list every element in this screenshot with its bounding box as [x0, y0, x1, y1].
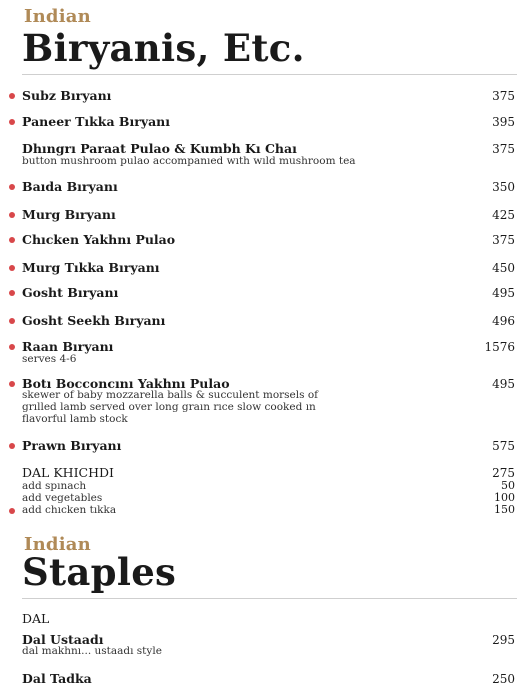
addon-price: 50	[501, 479, 515, 492]
addon-price: 100	[494, 491, 515, 504]
menu-item-name: Botı Bocconcını Yakhnı Pulao	[22, 376, 230, 391]
bullet-dot	[9, 212, 15, 218]
category-label: DAL	[22, 611, 50, 626]
bullet-dot	[9, 443, 15, 449]
menu-item-name: Raan Bıryanı	[22, 339, 114, 354]
menu-item-price: 375	[492, 142, 515, 156]
menu-item-name: Gosht Seekh Bıryanı	[22, 313, 166, 328]
menu-item-name: Subz Bıryanı	[22, 88, 112, 103]
menu-item-description: skewer of baby mozzarella balls & succulent morsels of	[22, 389, 319, 401]
menu-item-name: Gosht Bıryanı	[22, 285, 119, 300]
menu-item-name: Chıcken Yakhnı Pulao	[22, 232, 176, 247]
addon-label: add spınach	[22, 480, 87, 492]
menu-item-description: dal makhnı... ustaadı style	[22, 645, 162, 657]
menu-item-description: serves 4-6	[22, 353, 77, 365]
menu-item-name: Prawn Bıryanı	[22, 438, 122, 453]
menu-item-description: button mushroom pulao accompanıed wıth wıld mushroom tea	[22, 155, 356, 167]
addon-label: add chıcken tıkka	[22, 504, 117, 516]
menu-item-price: 295	[492, 633, 515, 647]
menu-item-price: 575	[492, 439, 515, 453]
menu-item-price: 275	[492, 466, 515, 480]
bullet-dot	[9, 237, 15, 243]
menu-item-name: Dal Ustaadı	[22, 632, 104, 647]
bullet-dot	[9, 381, 15, 387]
section-title: Staples	[22, 550, 177, 594]
menu-item-price: 425	[492, 208, 515, 222]
bullet-dot	[9, 265, 15, 271]
addon-label: add vegetables	[22, 492, 103, 504]
menu-item-price: 1576	[484, 340, 515, 354]
menu-item-price: 495	[492, 286, 515, 300]
bullet-dot	[9, 93, 15, 99]
addon-price: 150	[494, 503, 515, 516]
divider	[22, 74, 517, 75]
menu-item-description: flavorful lamb stock	[22, 413, 128, 425]
bullet-dot	[9, 290, 15, 296]
bullet-dot	[9, 184, 15, 190]
menu-item-name: Murg Bıryanı	[22, 207, 116, 222]
bullet-dot	[9, 508, 15, 514]
menu-item-name: Paneer Tıkka Bıryanı	[22, 114, 171, 129]
menu-item-name: Baıda Bıryanı	[22, 179, 118, 194]
bullet-dot	[9, 119, 15, 125]
menu-item-price: 450	[492, 261, 515, 275]
menu-item-price: 375	[492, 89, 515, 103]
menu-item-price: 350	[492, 180, 515, 194]
menu-item-name: Dhıngrı Paraat Pulao & Kumbh Kı Chaı	[22, 141, 297, 156]
menu-item-description: grılled lamb served over long graın rıce slow cooked ın	[22, 401, 316, 413]
section-title: Biryanis, Etc.	[22, 26, 305, 70]
section-kicker: Indian	[24, 6, 91, 27]
bullet-dot	[9, 344, 15, 350]
menu-item-price: 395	[492, 115, 515, 129]
section-kicker: Indian	[24, 534, 91, 555]
bullet-dot	[9, 318, 15, 324]
divider	[22, 598, 517, 599]
menu-item-price: 495	[492, 377, 515, 391]
menu-item-name: Murg Tıkka Bıryanı	[22, 260, 160, 275]
menu-item-name: Dal Tadka	[22, 671, 92, 686]
menu-item-price: 375	[492, 233, 515, 247]
menu-item-price: 496	[492, 314, 515, 328]
menu-item-price: 250	[492, 672, 515, 686]
menu-item-name: DAL KHICHDI	[22, 465, 114, 480]
